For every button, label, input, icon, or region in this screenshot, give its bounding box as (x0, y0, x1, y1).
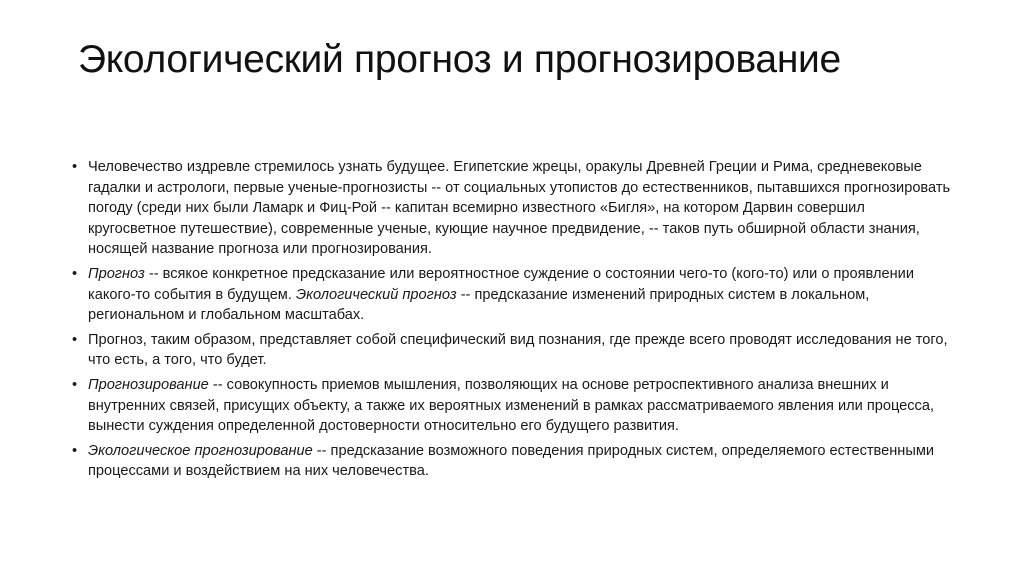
bullet-dot-icon: • (72, 442, 78, 459)
term-ecological-forecast: Экологический прогноз (295, 286, 457, 303)
bullet-text: -- всякое конкретное предсказание или вероятностное суждение о состоянии чего-то (кого-то) или о проявлении какого-то события в будущем. (88, 265, 914, 303)
bullet-list (72, 157, 952, 486)
bullet-text: Прогноз, таким образом, представляет собой специфический вид познания, где прежде всего проводят исследования не того, что есть, а того, что будет. (88, 331, 948, 369)
bullet-item-history (72, 157, 952, 260)
bullet-dot-icon: • (72, 159, 78, 175)
bullet-text: -- совокупность приемов мышления, позволяющих на основе ретроспективного анализа внешних и внутренних связей, присущих объекту, а также их вероятных изменений в рамках рассматриваемого явления или процесса, вынести суждения определенной достоверности относительно его будущего развития. (88, 376, 935, 435)
bullet-text: -- предсказание изменений природных систем в локальном, региональном и глобальном масштабах. (88, 286, 870, 324)
bullet-dot-icon: • (72, 376, 78, 393)
bullet-text: -- предсказание возможного поведения природных систем, определяемого естественными процессами и воздействием на них человечества. (88, 442, 935, 480)
slide-title: Экологический прогноз и прогнозирование (78, 38, 841, 81)
bullet-dot-icon: • (72, 265, 78, 282)
bullet-text: Человечество издревле стремилось узнать будущее. Египетские жрецы, оракулы Древней Греции и Рима, средневековые гадалки и астрологи, первые ученые-прогнозисты -- от социальных утопистов до естественников, пытавшихся прогнозировать погоду (среди них были Ламарк и Фиц-Рой -- капитан всемирно известного «Бигля», на котором Дарвин совершил кругосветное путешествие), современные ученые, кующие научное предвидение, -- таков путь обширной области знания, носящей название прогноза или прогнозирования. (88, 159, 951, 258)
bullet-dot-icon: • (72, 331, 78, 348)
term-ecological-forecasting: Экологическое прогнозирование (88, 442, 313, 459)
bullet-item-forecast-cognition (72, 330, 952, 371)
bullet-item-ecological-forecasting (72, 441, 952, 482)
term-forecasting: Прогнозирование (88, 376, 209, 393)
term-forecast: Прогноз (88, 265, 145, 282)
bullet-item-forecast-definition (72, 264, 952, 326)
bullet-item-forecasting-definition (72, 375, 952, 437)
